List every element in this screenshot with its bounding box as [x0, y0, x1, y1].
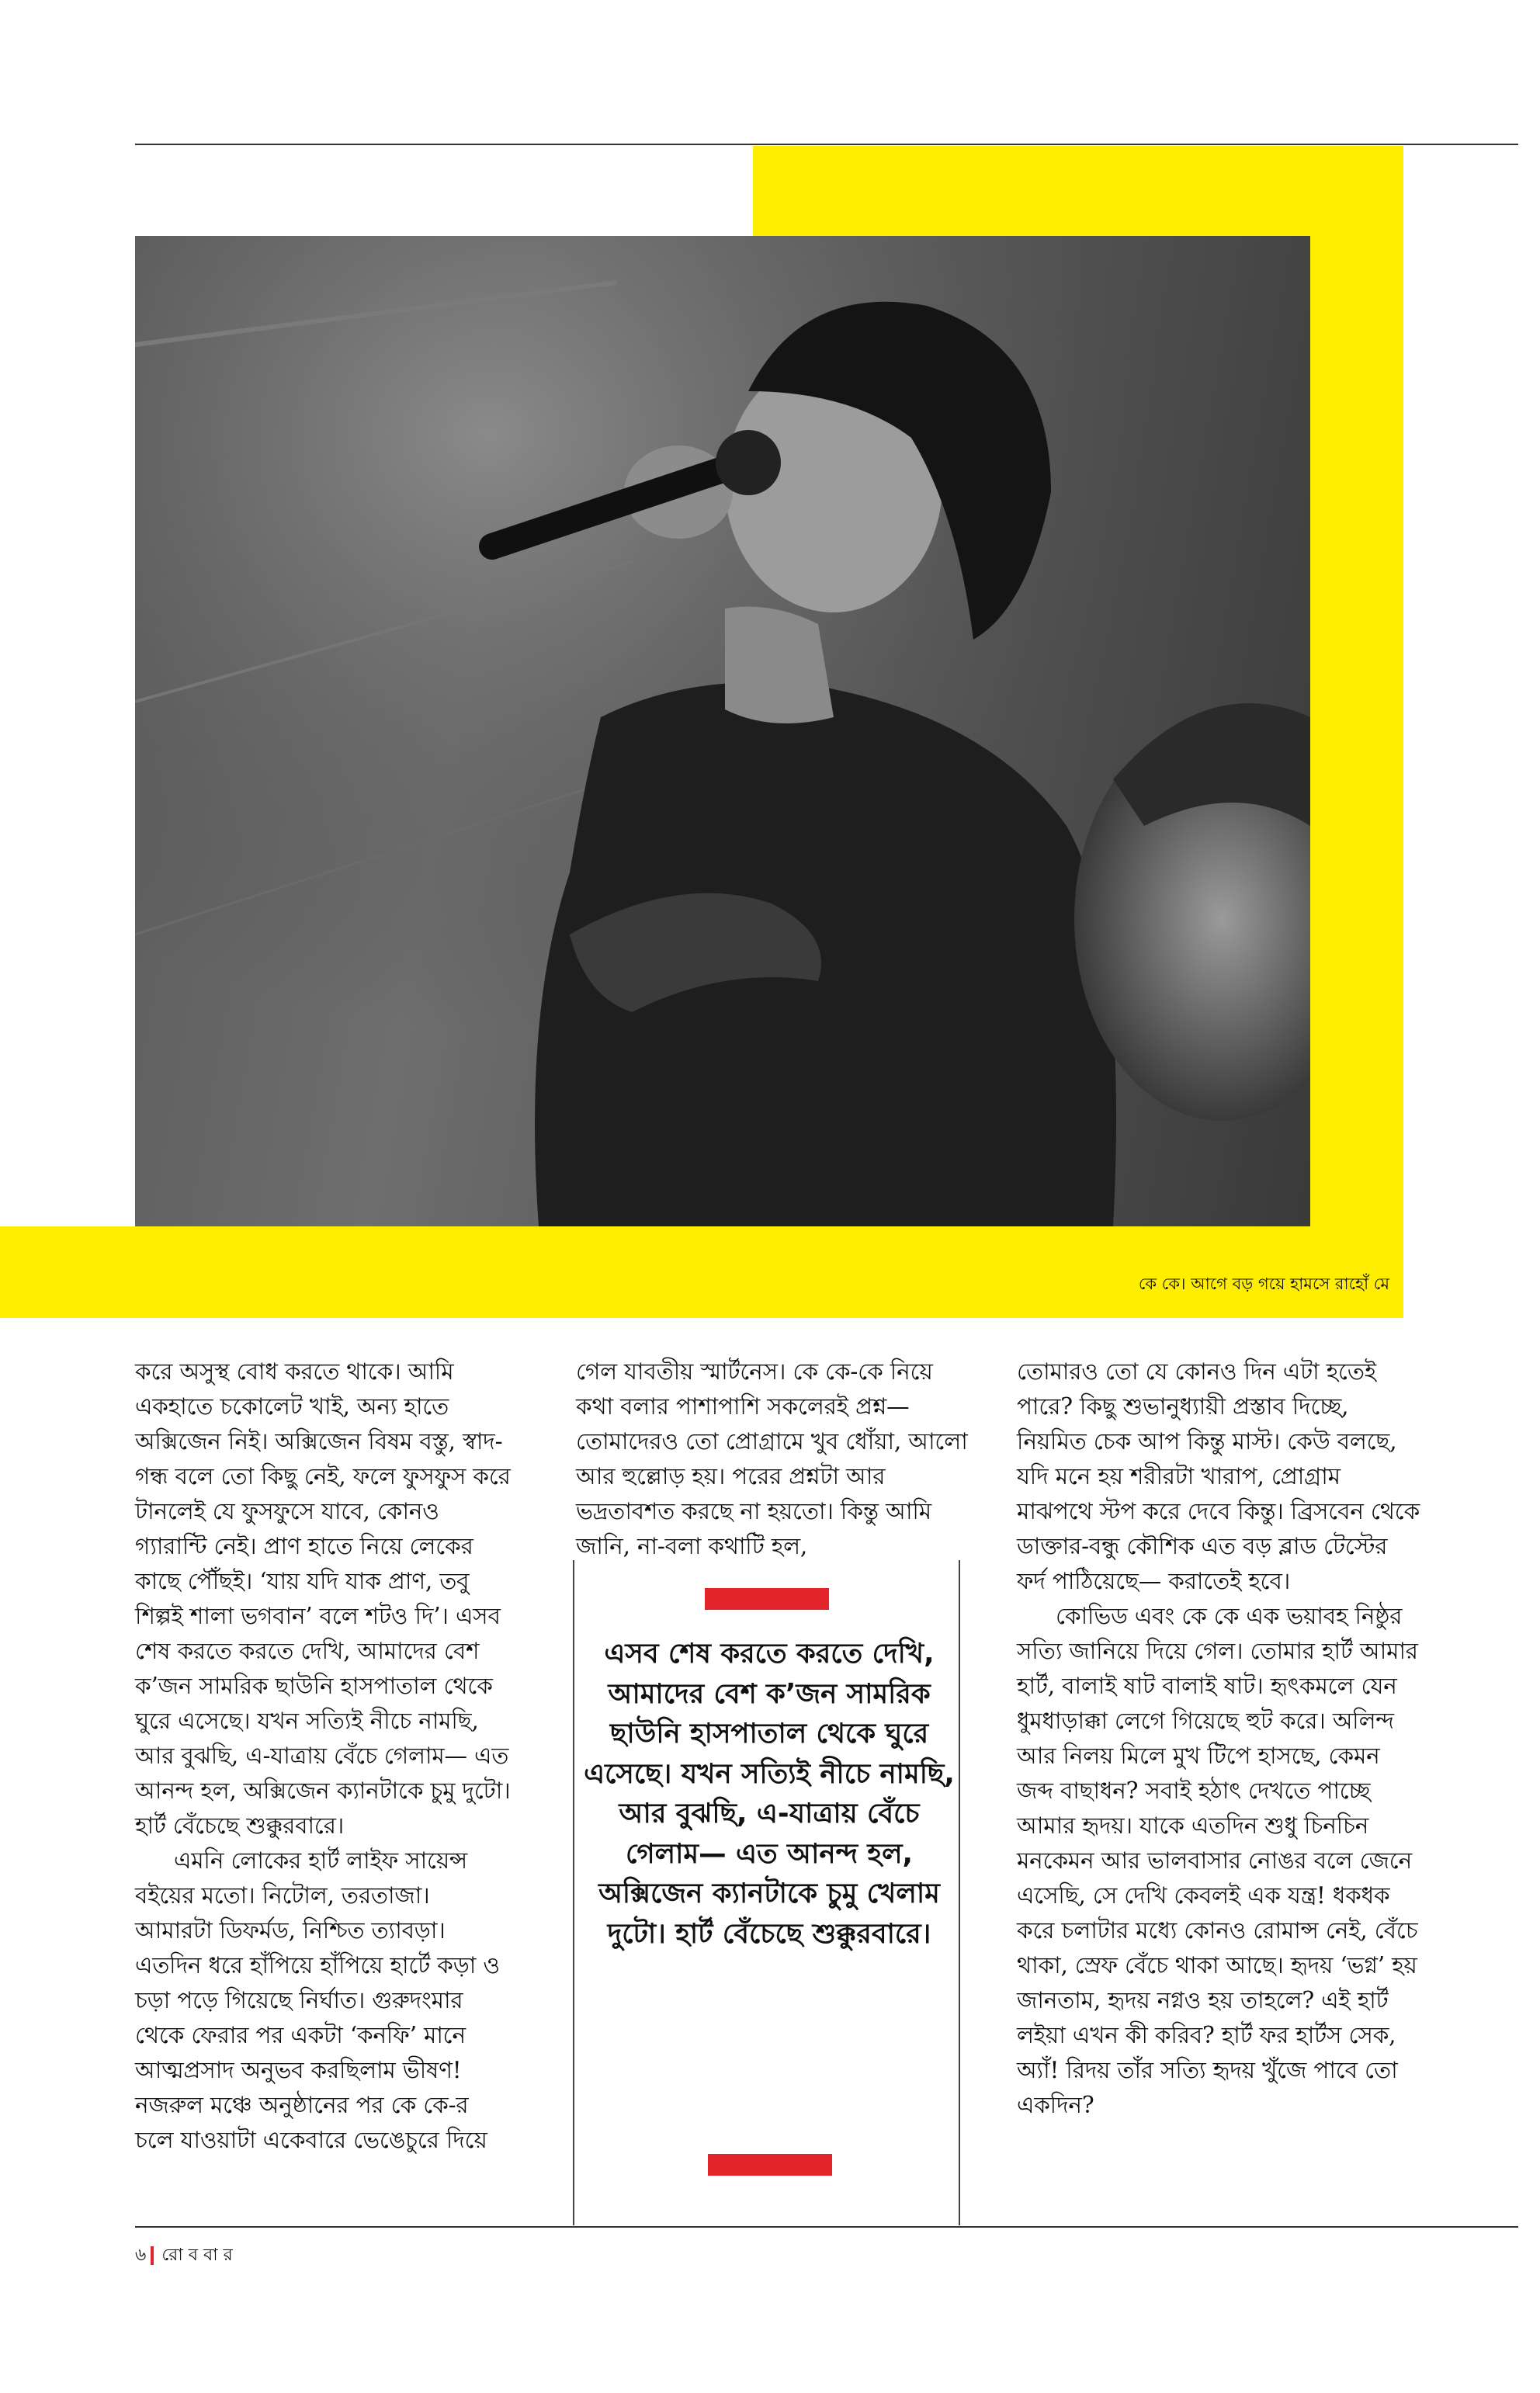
bottom-rule	[135, 2226, 1518, 2228]
column-divider	[573, 1560, 574, 2225]
top-rule	[135, 144, 1518, 145]
singer-neck	[725, 607, 834, 724]
text-column-1	[135, 1354, 512, 2158]
singer-photo	[135, 236, 1310, 1226]
paragraph: তোমারও তো যে কোনও দিন এটা হতেই পারে? কিছু শুভানুধ্যায়ী প্রস্তাব দিচ্ছে, নিয়মিত চেক আপ কিন্তু মাস্ট। কেউ বলছে, যদি মনে হয় শরীরটা খারাপ, প্রোগ্রাম মাঝপথে স্টপ করে দেবে কিন্তু। ব্রিসবেন থেকে ডাক্তার-বন্ধু কৌশিক এত বড় ব্লাড টেস্টের ফর্দ পাঠিয়েছে— করাতেই হবে।	[1017, 1358, 1420, 1594]
yellow-accent-top	[753, 146, 1403, 238]
folio-divider	[151, 2246, 154, 2265]
paragraph: করে অসুস্থ বোধ করতে থাকে। আমি একহাতে চকোলেট খাই, অন্য হাতে অক্সিজেন নিই। অক্সিজেন বিষম বস্তু, স্বাদ-গন্ধ বলে তো কিছু নেই, ফলে ফুসফুস করে টানলেই যে ফুসফুসে যাবে, কোনও গ্যারান্টি নেই। প্রাণ হাতে নিয়ে লেকের কাছে পৌঁছই। ‘যায় যদি যাক প্রাণ, তবু শিল্পই শালা ভগবান’ বলে শটও দি’। এসব শেষ করতে করতে দেখি, আমাদের বেশ ক’জন সামরিক ছাউনি হাসপাতাল থেকে ঘুরে এসেছে। যখন সত্যিই নীচে নামছি, আর বুঝছি, এ-যাত্রায় বেঁচে গেলাম— এত আনন্দ হল, অক্সিজেন ক্যানটাকে চুমু দুটো। হার্ট বেঁচেছে শুক্কুরবারে।	[135, 1358, 511, 1839]
text-column-2	[576, 1354, 972, 1564]
paragraph: কোভিড এবং কে কে এক ভয়াবহ নিষ্ঠুর সত্যি জানিয়ে দিয়ে গেল। তোমার হার্ট আমার হার্ট, বালাই ষাট বালাই ষাট। হৃৎকমলে যেন ধুমধাড়াক্কা লেগে গিয়েছে হুট করে। অলিন্দ আর নিলয় মিলে মুখ টিপে হাসছে, কেমন জব্দ বাছাধন? সবাই হঠাৎ দেখতে পাচ্ছে আমার হৃদয়। যাকে এতদিন শুধু চিনচিন মনকেমন আর ভালবাসার নোঙর বলে জেনে এসেছি, সে দেখি কেবলই এক যন্ত্র! ধকধক করে চলাটার মধ্যে কোনও রোমান্স নেই, বেঁচে থাকা, স্রেফ বেঁচে থাকা আছে। হৃদয় ‘ভগ্ন’ হয় জানতাম, হৃদয় নগ্নও হয় তাহলে? এই হার্ট লইয়া এখন কী করিব? হার্ট ফর হার্টস সেক, অ্যাঁ! রিদয় তাঁর সত্যি হৃদয় খুঁজে পাবে তো একদিন?	[1017, 1603, 1418, 2118]
pullquote-bar-bottom	[708, 2154, 832, 2176]
yellow-accent-right	[1310, 146, 1403, 1318]
pullquote: এসব শেষ করতে করতে দেখি, আমাদের বেশ ক’জন সামরিক ছাউনি হাসপাতাল থেকে ঘুরে এসেছে। যখন সত্যিই নীচে নামছি, আর বুঝছি, এ-যাত্রায় বেঁচে গেলাম— এত আনন্দ হল, অক্সিজেন ক্যানটাকে চুমু খেলাম দুটো। হার্ট বেঁচেছে শুক্কুরবারে।	[584, 1638, 955, 1950]
column-divider	[959, 1560, 960, 2225]
section-name: রো ব বা র	[161, 2246, 233, 2265]
page-number: ৬	[135, 2246, 147, 2265]
photo-illustration	[135, 236, 1310, 1226]
page-folio	[135, 2242, 233, 2270]
text-column-3	[1017, 1354, 1420, 2123]
paragraph: এমনি লোকের হার্ট লাইফ সায়েন্স বইয়ের মতো। নিটোল, তরতাজা। আমারটা ডিফর্মড, নিশ্চিত ত্যাবড়া। এতদিন ধরে হাঁপিয়ে হাঁপিয়ে হার্টে কড়া ও চড়া পড়ে গিয়েছে নির্ঘাত। গুরুদংমার থেকে ফেরার পর একটা ‘কনফি’ মানে আত্মপ্রসাদ অনুভব করছিলাম ভীষণ! নজরুল মঞ্চে অনুষ্ঠানের পর কে কে-র চলে যাওয়াটা একেবারে ভেঙেচুরে দিয়ে	[135, 1847, 500, 2153]
pullquote-bar-top	[705, 1588, 829, 1610]
photo-caption: কে কে। আগে বড় গয়ে হামসে রাহোঁ মে	[1138, 1275, 1389, 1293]
microphone-head	[716, 430, 781, 495]
paragraph: গেল যাবতীয় স্মার্টনেস। কে কে-কে নিয়ে কথা বলার পাশাপাশি সকলেরই প্রশ্ন— তোমাদেরও তো প্রোগ্রামে খুব ধোঁয়া, আলো আর হুল্লোড় হয়। পরের প্রশ্নটা আর ভদ্রতাবশত করছে না হয়তো। কিন্তু আমি জানি, না-বলা কথাটি হল,	[576, 1358, 968, 1559]
